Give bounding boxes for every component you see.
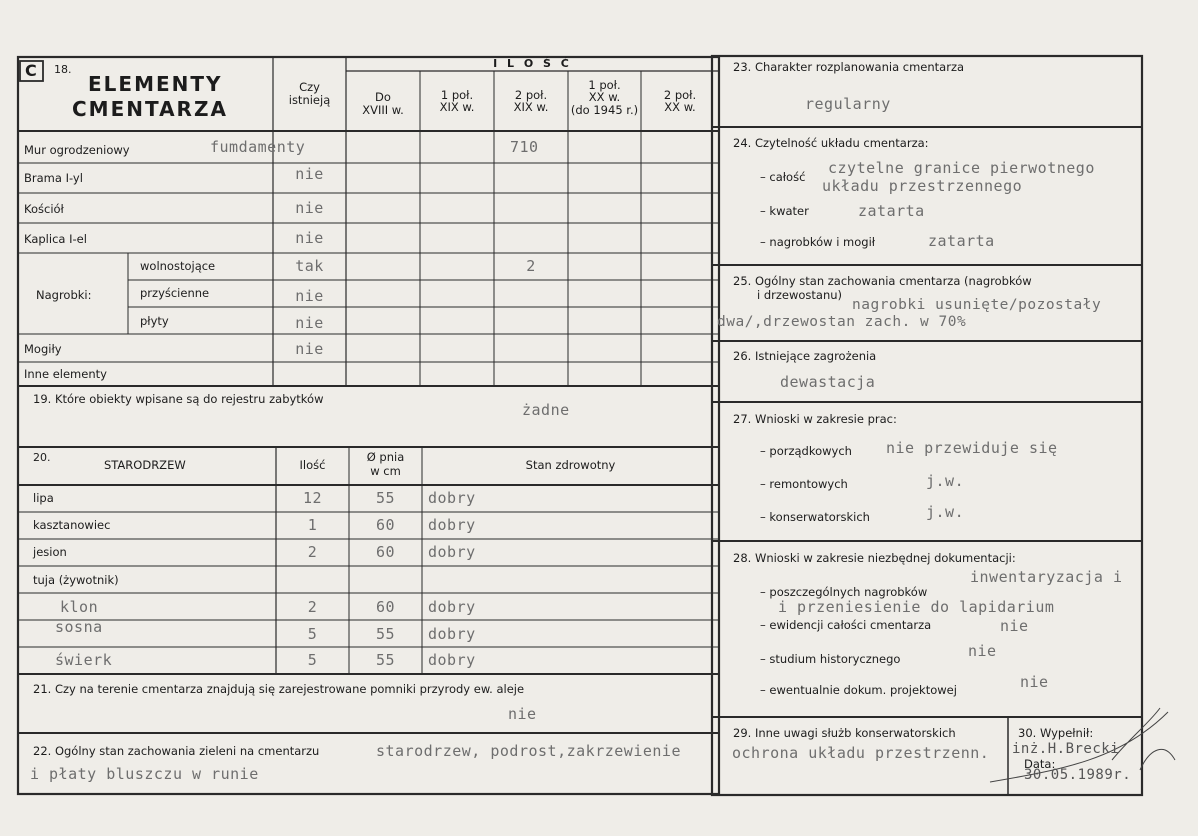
q22-value-line1: starodrzew, podrost,zakrzewienie bbox=[376, 742, 681, 760]
period-col-1-line1: Do bbox=[375, 90, 391, 104]
nagrobki-group-label: Nagrobki: bbox=[36, 288, 92, 302]
element-exists-value: nie bbox=[295, 314, 324, 332]
exists-header-line2: istnieją bbox=[288, 93, 331, 107]
q22-value-line2: i płaty bluszczu w runie bbox=[30, 765, 259, 783]
tree-name: tuja (żywotnik) bbox=[33, 573, 119, 587]
q28-label: 28. Wnioski w zakresie niezbędnej dokumentacji: bbox=[733, 551, 1016, 565]
tree-name: lipa bbox=[33, 491, 54, 505]
period-col-3-line2: XIX w. bbox=[513, 100, 549, 114]
element-exists-value: tak bbox=[295, 257, 324, 275]
tree-count: 5 bbox=[307, 625, 318, 643]
period-col-4-line2: XX w. bbox=[588, 90, 621, 104]
q30-name: inż.H.Brecki bbox=[1012, 741, 1120, 757]
q26-value: dewastacja bbox=[780, 373, 876, 391]
q30-date-label: Data: bbox=[1024, 757, 1056, 771]
period-col-3-line1: 2 poł. bbox=[514, 88, 548, 102]
q28-item-value: nie bbox=[1000, 617, 1029, 635]
element-label: Inne elementy bbox=[24, 367, 107, 381]
tree-state: dobry bbox=[428, 489, 476, 507]
tree-diameter: 55 bbox=[375, 651, 396, 669]
exists-header-line1: Czy bbox=[299, 80, 320, 94]
element-exists-value: nie bbox=[295, 287, 324, 305]
tree-header-state: Stan zdrowotny bbox=[525, 458, 616, 472]
tree-section-number: 20. bbox=[33, 451, 51, 464]
period-col-5-line2: XX w. bbox=[664, 100, 696, 114]
period-col-4-line3: (do 1945 r.) bbox=[570, 103, 639, 117]
element-quantity-value: 2 bbox=[526, 257, 536, 275]
q23-value: regularny bbox=[805, 95, 891, 113]
element-label: płyty bbox=[140, 314, 169, 328]
period-col-5-line1: 2 poł. bbox=[663, 88, 697, 102]
q25-label-line2: i drzewostanu) bbox=[757, 288, 843, 302]
q24-item-value: zatarta bbox=[858, 202, 925, 220]
element-exists-value: fumdamenty bbox=[210, 138, 306, 156]
q27-item-value: nie przewiduje się bbox=[886, 439, 1058, 457]
q21-value: nie bbox=[508, 705, 537, 723]
element-exists-value: nie bbox=[295, 229, 324, 247]
q24-item-value-line2: układu przestrzennego bbox=[822, 177, 1023, 195]
section-letter: C bbox=[25, 61, 37, 80]
q30-label: 30. Wypełnił: bbox=[1018, 726, 1094, 740]
q23-label: 23. Charakter rozplanowania cmentarza bbox=[733, 60, 965, 74]
tree-name: kasztanowiec bbox=[33, 518, 111, 532]
element-exists-value: nie bbox=[295, 165, 324, 183]
q19-label: 19. Które obiekty wpisane są do rejestru zabytków bbox=[33, 392, 324, 406]
q24-item-value: czytelne granice pierwotnego bbox=[828, 159, 1095, 177]
tree-name: świerk bbox=[55, 651, 113, 669]
tree-name: klon bbox=[60, 598, 99, 616]
q27-label: 27. Wnioski w zakresie prac: bbox=[733, 412, 897, 426]
q24-item-label: – kwater bbox=[760, 204, 809, 218]
element-label: przyścienne bbox=[140, 286, 210, 300]
tree-header-count: Ilość bbox=[299, 458, 326, 472]
element-label: Kościół bbox=[24, 202, 64, 216]
q28-item-label: – poszczególnych nagrobków bbox=[760, 585, 928, 599]
q19-value: żadne bbox=[522, 401, 570, 419]
q25-value-line1: nagrobki usunięte/pozostały bbox=[852, 297, 1102, 313]
q27-item-label: – porządkowych bbox=[760, 444, 852, 458]
q29-value: ochrona układu przestrzenn. bbox=[732, 744, 990, 762]
tree-name: jesion bbox=[33, 545, 67, 559]
q27-item-value: j.w. bbox=[926, 472, 965, 490]
element-exists-value: nie bbox=[295, 340, 324, 358]
element-label: wolnostojące bbox=[140, 259, 216, 273]
quantity-header: I L O Ś Ć bbox=[493, 57, 572, 70]
q25-label-line1: 25. Ogólny stan zachowania cmentarza (nagrobków bbox=[733, 274, 1032, 288]
tree-count: 2 bbox=[307, 543, 318, 561]
q27-item-label: – konserwatorskich bbox=[760, 510, 870, 524]
q28-item-label: – studium historycznego bbox=[760, 652, 901, 666]
q24-item-label: – nagrobków i mogił bbox=[760, 235, 876, 249]
tree-state: dobry bbox=[428, 598, 476, 616]
tree-diameter: 60 bbox=[375, 543, 396, 561]
element-label: Kaplica I-el bbox=[24, 232, 87, 246]
tree-diameter: 60 bbox=[375, 598, 396, 616]
q24-item-value: zatarta bbox=[928, 232, 995, 250]
period-col-4-line1: 1 poł. bbox=[588, 78, 621, 92]
tree-count: 12 bbox=[302, 489, 323, 507]
q22-label: 22. Ogólny stan zachowania zieleni na cmentarzu bbox=[33, 744, 320, 758]
tree-diameter: 55 bbox=[375, 489, 396, 507]
q24-label: 24. Czytelność układu cmentarza: bbox=[733, 136, 929, 150]
section-title-line1: ELEMENTY bbox=[88, 72, 223, 96]
tree-header-diameter-line1: Ø pnia bbox=[366, 450, 405, 464]
q25-value-line2: dwa/,drzewostan zach. w 70% bbox=[717, 314, 967, 330]
element-label: Mur ogrodzeniowy bbox=[24, 143, 130, 157]
tree-state: dobry bbox=[428, 625, 476, 643]
q26-label: 26. Istniejące zagrożenia bbox=[733, 349, 877, 363]
element-quantity-value: 710 bbox=[510, 138, 539, 156]
tree-count: 2 bbox=[307, 598, 318, 616]
q28-item-value: nie bbox=[968, 642, 997, 660]
q21-label: 21. Czy na terenie cmentarza znajdują się zarejestrowane pomniki przyrody ew. aleje bbox=[33, 682, 525, 696]
tree-state: dobry bbox=[428, 543, 476, 561]
q24-item-label: – całość bbox=[760, 170, 806, 184]
period-col-1-line2: XVIII w. bbox=[362, 103, 404, 117]
tree-header-diameter-line2: w cm bbox=[370, 464, 401, 478]
section-title-line2: CMENTARZA bbox=[72, 97, 228, 121]
period-col-2-line2: XIX w. bbox=[439, 100, 475, 114]
tree-diameter: 55 bbox=[375, 625, 396, 643]
q28-item-label: – ewidencji całości cmentarza bbox=[760, 618, 932, 632]
tree-count: 1 bbox=[307, 516, 318, 534]
tree-header-name: STARODRZEW bbox=[104, 458, 186, 472]
q28-item-value-line1: inwentaryzacja i bbox=[970, 568, 1123, 586]
q27-item-label: – remontowych bbox=[760, 477, 848, 491]
tree-state: dobry bbox=[428, 651, 476, 669]
q30-date: 30.05.1989r. bbox=[1024, 767, 1132, 783]
q27-item-value: j.w. bbox=[926, 503, 965, 521]
element-label: Mogiły bbox=[24, 342, 62, 356]
tree-name: sosna bbox=[55, 618, 103, 636]
section-number: 18. bbox=[54, 63, 72, 76]
q28-item-label: – ewentualnie dokum. projektowej bbox=[760, 683, 957, 697]
q29-label: 29. Inne uwagi służb konserwatorskich bbox=[733, 726, 956, 740]
q28-item-value-line2: i przeniesienie do lapidarium bbox=[778, 598, 1055, 616]
tree-state: dobry bbox=[428, 516, 476, 534]
element-label: Brama I-yl bbox=[24, 171, 83, 185]
q28-item-value: nie bbox=[1020, 673, 1049, 691]
tree-diameter: 60 bbox=[375, 516, 396, 534]
period-col-2-line1: 1 poł. bbox=[440, 88, 474, 102]
tree-count: 5 bbox=[307, 651, 318, 669]
element-exists-value: nie bbox=[295, 199, 324, 217]
